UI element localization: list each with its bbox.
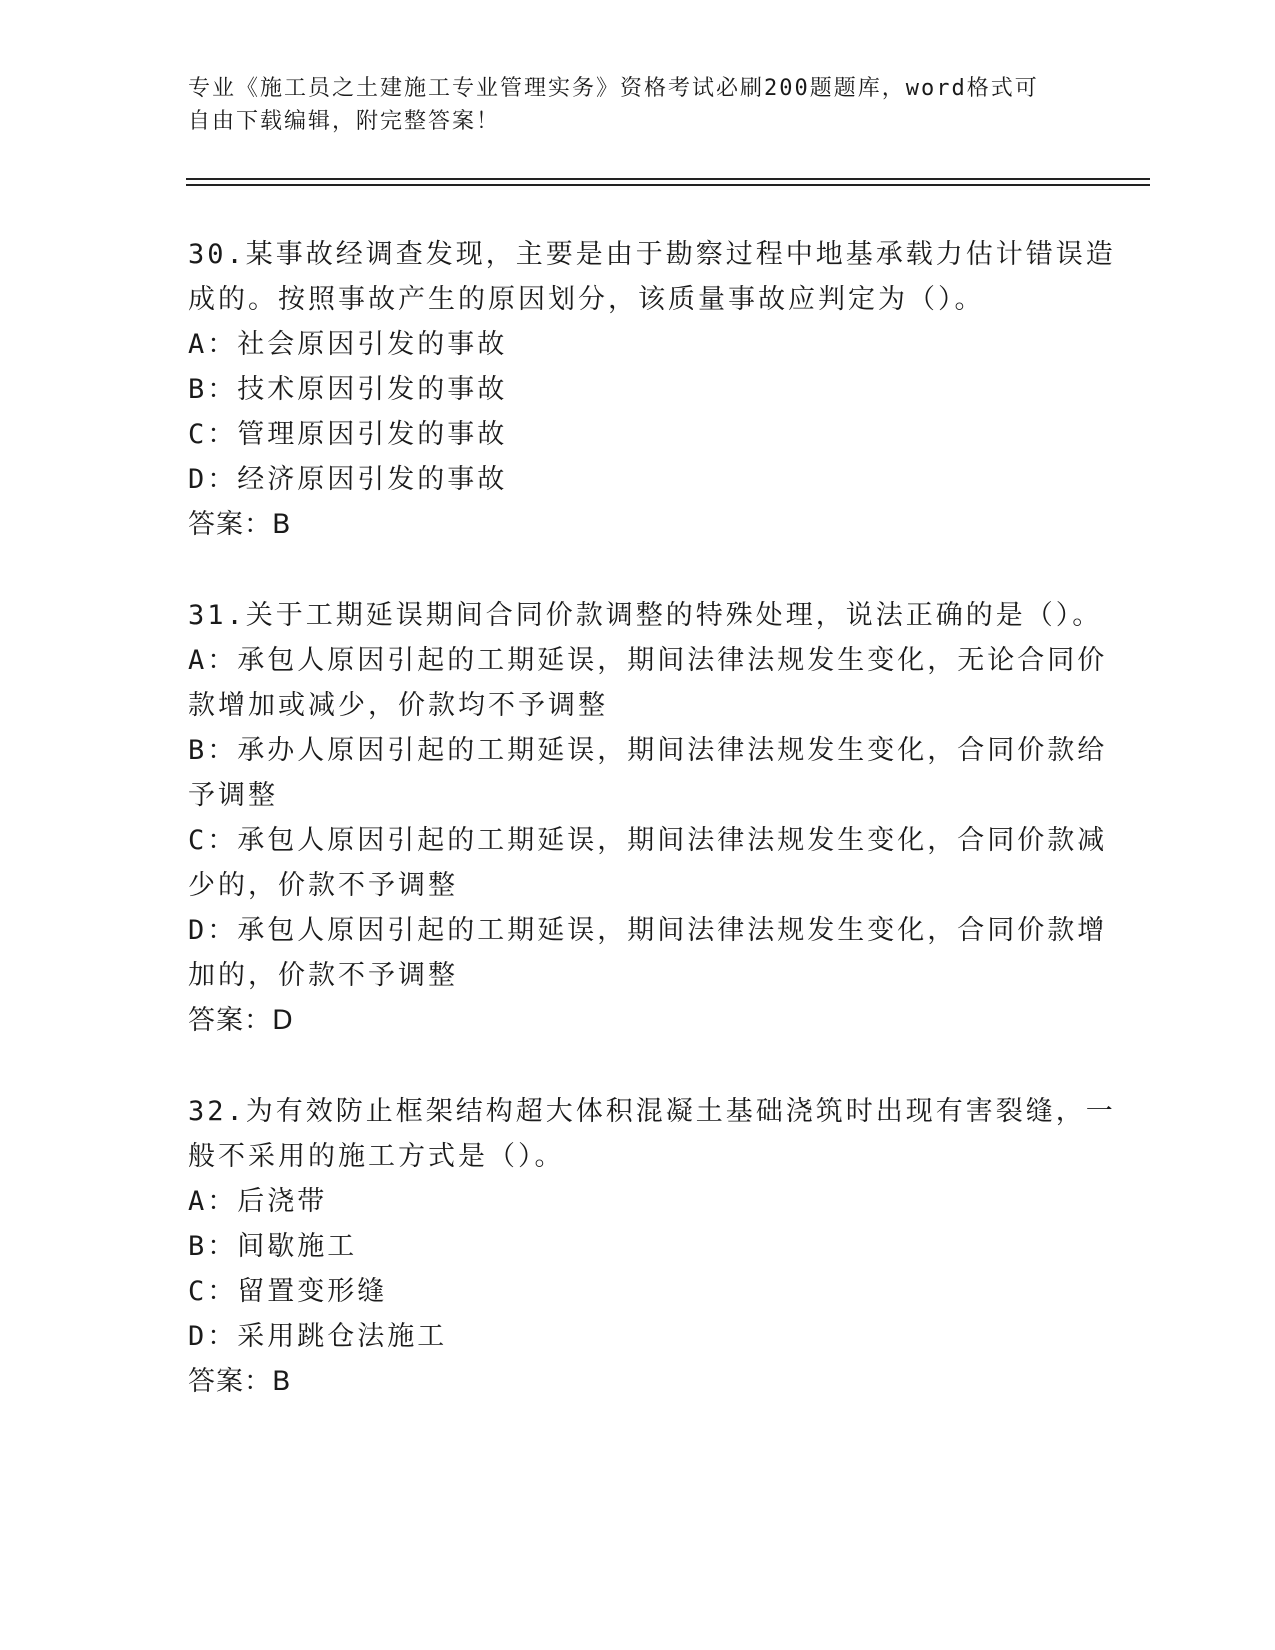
question-stem: 31.关于工期延误期间合同价款调整的特殊处理，说法正确的是（）。 — [188, 600, 1103, 631]
header-divider-bottom — [186, 184, 1150, 186]
question-31 — [188, 593, 1108, 1044]
question-stem: 30.某事故经调查发现，主要是由于勘察过程中地基承载力估计错误造 — [188, 239, 1116, 270]
option-d-continued: 加的，价款不予调整 — [188, 960, 458, 991]
option-b: B：间歇施工 — [188, 1231, 358, 1262]
document-header — [188, 72, 1068, 138]
answer-label: 答案：D — [188, 1005, 294, 1036]
option-d: D：经济原因引发的事故 — [188, 464, 508, 495]
option-a: A：后浇带 — [188, 1186, 328, 1217]
question-list — [188, 232, 1116, 1450]
option-c: C：承包人原因引起的工期延误，期间法律法规发生变化，合同价款减 — [188, 825, 1108, 856]
option-c: C：留置变形缝 — [188, 1276, 388, 1307]
header-line: 专业《施工员之土建施工专业管理实务》资格考试必刷200题题库，word格式可 — [188, 76, 1039, 101]
option-b: B：承办人原因引起的工期延误，期间法律法规发生变化，合同价款给 — [188, 735, 1108, 766]
question-stem: 成的。按照事故产生的原因划分，该质量事故应判定为（）。 — [188, 284, 985, 315]
option-a-continued: 款增加或减少，价款均不予调整 — [188, 690, 608, 721]
option-c: C：管理原因引发的事故 — [188, 419, 508, 450]
question-stem: 32.为有效防止框架结构超大体积混凝土基础浇筑时出现有害裂缝，一 — [188, 1096, 1116, 1127]
option-a: A：承包人原因引起的工期延误，期间法律法规发生变化，无论合同价 — [188, 645, 1108, 676]
answer-label: 答案：B — [188, 1366, 292, 1397]
question-30 — [188, 232, 1116, 548]
question-32 — [188, 1089, 1116, 1405]
option-b-continued: 予调整 — [188, 780, 278, 811]
header-divider-top — [186, 178, 1150, 180]
option-c-continued: 少的，价款不予调整 — [188, 870, 458, 901]
option-d: D：承包人原因引起的工期延误，期间法律法规发生变化，合同价款增 — [188, 915, 1108, 946]
option-a: A：社会原因引发的事故 — [188, 329, 508, 360]
header-line: 自由下载编辑，附完整答案！ — [188, 109, 501, 134]
answer-label: 答案：B — [188, 509, 292, 540]
question-stem: 般不采用的施工方式是（）。 — [188, 1141, 565, 1172]
option-b: B：技术原因引发的事故 — [188, 374, 508, 405]
option-d: D：采用跳仓法施工 — [188, 1321, 448, 1352]
